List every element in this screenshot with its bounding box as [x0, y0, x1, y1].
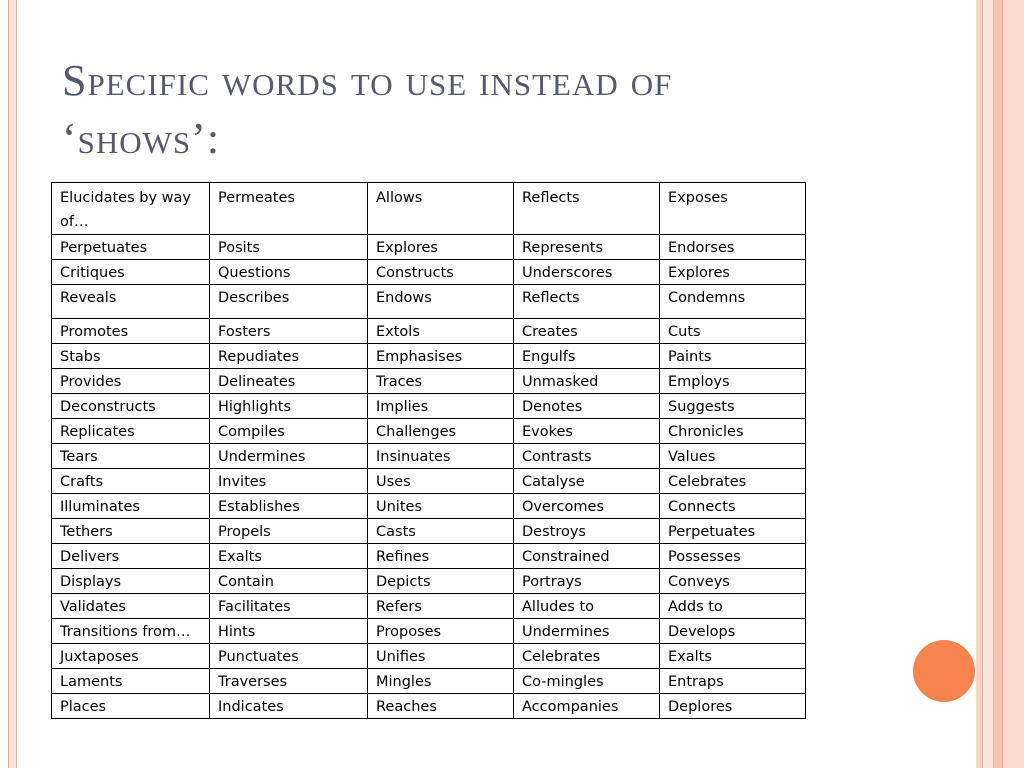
table-row	[52, 619, 806, 644]
table-cell: Implies	[368, 394, 514, 419]
table-cell: Exalts	[660, 644, 806, 669]
table-row	[52, 644, 806, 669]
table-cell: Crafts	[52, 469, 210, 494]
table-cell: Compiles	[210, 419, 368, 444]
table-cell: Fosters	[210, 319, 368, 344]
table-cell: Perpetuates	[52, 235, 210, 260]
table-cell: Creates	[514, 319, 660, 344]
table-cell: Evokes	[514, 419, 660, 444]
table-cell: Challenges	[368, 419, 514, 444]
table-row	[52, 183, 806, 235]
table-cell: Reflects	[514, 285, 660, 319]
table-cell: Describes	[210, 285, 368, 319]
table-cell: Possesses	[660, 544, 806, 569]
table-cell: Undermines	[210, 444, 368, 469]
table-cell: Mingles	[368, 669, 514, 694]
table-cell: Employs	[660, 369, 806, 394]
stripe-4	[1003, 0, 1024, 768]
table-cell: Entraps	[660, 669, 806, 694]
table-cell: Critiques	[52, 260, 210, 285]
table-cell: Delineates	[210, 369, 368, 394]
table-cell: Conveys	[660, 569, 806, 594]
table-cell: Casts	[368, 519, 514, 544]
table-cell: Extols	[368, 319, 514, 344]
table-cell: Undermines	[514, 619, 660, 644]
orange-circle-decoration	[913, 640, 975, 702]
table-cell: Develops	[660, 619, 806, 644]
table-cell: Unites	[368, 494, 514, 519]
table-cell: Alludes to	[514, 594, 660, 619]
table-cell: Tethers	[52, 519, 210, 544]
slide-title-line-1: Specific words to use instead of	[62, 56, 673, 105]
table-row	[52, 694, 806, 719]
table-cell: Constructs	[368, 260, 514, 285]
table-cell: Exalts	[210, 544, 368, 569]
table-cell: Contain	[210, 569, 368, 594]
table-cell: Highlights	[210, 394, 368, 419]
table-cell: Deconstructs	[52, 394, 210, 419]
table-cell: Traverses	[210, 669, 368, 694]
table-cell: Values	[660, 444, 806, 469]
table-row	[52, 494, 806, 519]
table-cell: Represents	[514, 235, 660, 260]
table-row	[52, 369, 806, 394]
table-cell: Deplores	[660, 694, 806, 719]
table-cell: Endows	[368, 285, 514, 319]
stripe-2	[983, 0, 994, 768]
table-cell: Reaches	[368, 694, 514, 719]
table-cell: Insinuates	[368, 444, 514, 469]
table-row	[52, 544, 806, 569]
table-cell: Catalyse	[514, 469, 660, 494]
table-row	[52, 419, 806, 444]
table-row	[52, 319, 806, 344]
table-cell: Posits	[210, 235, 368, 260]
table-cell: Laments	[52, 669, 210, 694]
table-row	[52, 469, 806, 494]
table-cell: Places	[52, 694, 210, 719]
stripe-1	[976, 0, 983, 768]
table-cell: Stabs	[52, 344, 210, 369]
table-cell: Adds to	[660, 594, 806, 619]
table-cell: Chronicles	[660, 419, 806, 444]
table-cell: Celebrates	[660, 469, 806, 494]
table-cell: Juxtaposes	[52, 644, 210, 669]
table-cell: Displays	[52, 569, 210, 594]
table-cell: Propels	[210, 519, 368, 544]
table-row	[52, 235, 806, 260]
table-cell: Uses	[368, 469, 514, 494]
table-row	[52, 594, 806, 619]
stripe-3	[994, 0, 1003, 768]
table-cell: Accompanies	[514, 694, 660, 719]
table-cell: Tears	[52, 444, 210, 469]
slide-title	[62, 52, 922, 168]
table-cell: Portrays	[514, 569, 660, 594]
table-cell: Explores	[660, 260, 806, 285]
table-cell: Refines	[368, 544, 514, 569]
table-row	[52, 285, 806, 319]
table-row	[52, 344, 806, 369]
table-cell: Emphasises	[368, 344, 514, 369]
table-cell: Cuts	[660, 319, 806, 344]
table-cell: Denotes	[514, 394, 660, 419]
table-cell: Hints	[210, 619, 368, 644]
table-cell: Perpetuates	[660, 519, 806, 544]
table-cell: Underscores	[514, 260, 660, 285]
table-cell: Punctuates	[210, 644, 368, 669]
table-cell: Allows	[368, 183, 514, 235]
table-row	[52, 444, 806, 469]
table-cell: Traces	[368, 369, 514, 394]
table-cell: Condemns	[660, 285, 806, 319]
table-cell: Delivers	[52, 544, 210, 569]
table-row	[52, 669, 806, 694]
table-cell: Facilitates	[210, 594, 368, 619]
table-cell: Replicates	[52, 419, 210, 444]
table-row	[52, 569, 806, 594]
table-cell: Proposes	[368, 619, 514, 644]
table-cell: Validates	[52, 594, 210, 619]
table-cell: Destroys	[514, 519, 660, 544]
table-cell: Illuminates	[52, 494, 210, 519]
table-cell: Depicts	[368, 569, 514, 594]
table-cell: Unifies	[368, 644, 514, 669]
table-cell: Engulfs	[514, 344, 660, 369]
table-cell: Questions	[210, 260, 368, 285]
table-cell: Suggests	[660, 394, 806, 419]
table-cell: Paints	[660, 344, 806, 369]
table-cell: Refers	[368, 594, 514, 619]
word-table	[51, 182, 806, 719]
table-cell: Indicates	[210, 694, 368, 719]
table-cell: Constrained	[514, 544, 660, 569]
table-cell: Reflects	[514, 183, 660, 235]
table-cell: Unmasked	[514, 369, 660, 394]
table-cell: Connects	[660, 494, 806, 519]
table-cell: Endorses	[660, 235, 806, 260]
table-cell: Reveals	[52, 285, 210, 319]
table-cell: Contrasts	[514, 444, 660, 469]
table-cell: Invites	[210, 469, 368, 494]
table-cell: Exposes	[660, 183, 806, 235]
table-cell: Transitions from…	[52, 619, 210, 644]
table-cell: Co-mingles	[514, 669, 660, 694]
table-cell: Celebrates	[514, 644, 660, 669]
table-cell: Provides	[52, 369, 210, 394]
table-cell: Repudiates	[210, 344, 368, 369]
right-decorative-stripes	[976, 0, 1024, 768]
table-cell: Promotes	[52, 319, 210, 344]
table-row	[52, 519, 806, 544]
table-cell: Overcomes	[514, 494, 660, 519]
table-cell: Elucidates by way of…	[52, 183, 210, 235]
table-row	[52, 260, 806, 285]
table-cell: Explores	[368, 235, 514, 260]
table-row	[52, 394, 806, 419]
left-decorative-border	[8, 0, 17, 768]
table-cell: Permeates	[210, 183, 368, 235]
word-table-body	[52, 183, 806, 719]
table-cell: Establishes	[210, 494, 368, 519]
slide-title-line-2: ‘shows’:	[62, 114, 221, 163]
